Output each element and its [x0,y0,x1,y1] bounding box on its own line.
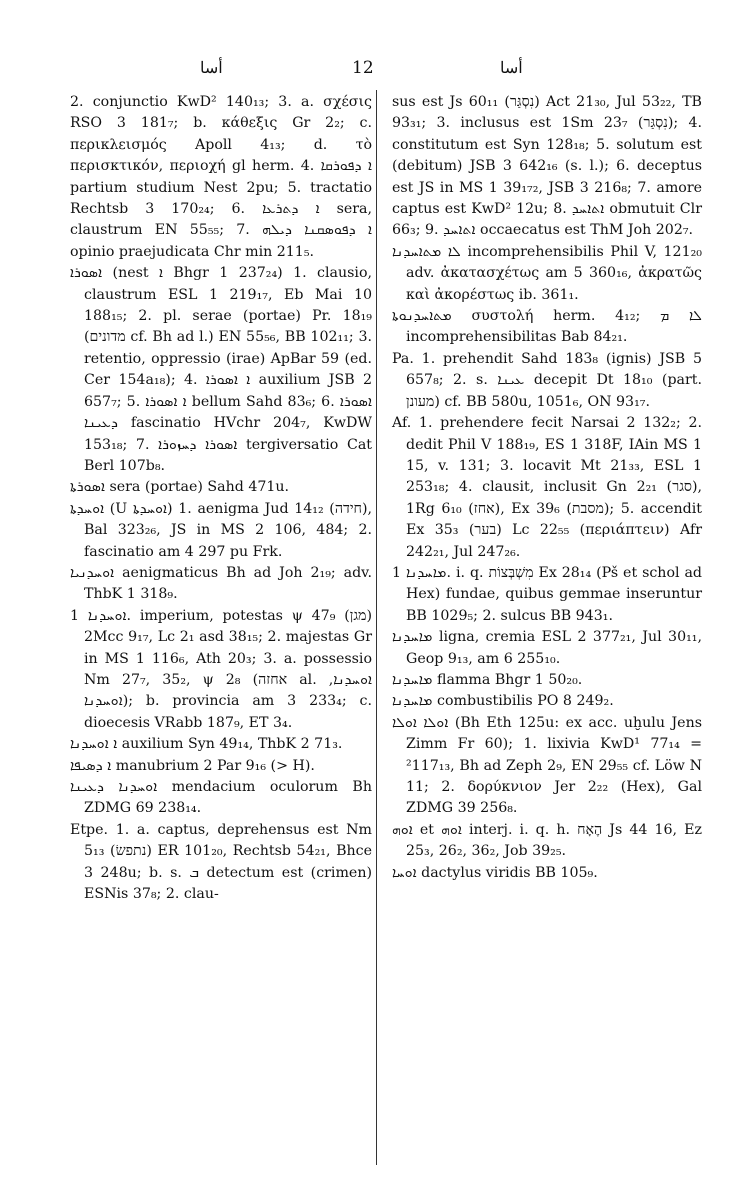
dictionary-entry: ܐܘܚܕܢܐ 1. imperium, potestas ψ 47₉ (מגן) 2Mcc 9₁₇, Lc 2₁ asd 38₁₅; 2. majestas Gr in MS 1 116₆, Ath 20₃; 3. a. possessio Nm 27₇, 35₂, ψ 2₈ (אחזה al. ܐܘܚܕܢܐ, ܐܘܚܕܢܐ); b. provincia am 3 233₄; c. dioecesis VRabb 187₉, ET 3₄. [70,607,372,731]
dictionary-entry: ܡܐܚܕܢܐ flamma Bhgr 1 50₂₀. [392,671,583,688]
dictionary-entry: ܠܐ ܡܬܐܚܕܢܐ incomprehensibilis Phil V, 121₂₀ adv. ἀκατασχέτως am 5 360₁₆, ἀκρατῶς καὶ ἀκορέστως ib. 361₁. [392,243,702,303]
dictionary-entry: 2. conjunctio KwD² 140₁₃; 3. a. σχέσις RSO 3 181₇; b. κάθεξις Gr 2₂; c. περικλεισμός Apoll 4₁₃; d. τὸ περισκτικόν, περιοχή gl herm. 4. ܐ ܕܦܘܪܩܐ partium studium Nest 2pu; 5. tractatio Rechtsb 3 170₂₄; 6. ܐ ܕܬܪܥܐ sera, claustrum EN 55₅₅; 7. ܐ ܕܦܘܣܩܢܐ ܕܝܠܗ opinio praejudicata Chr min 211₅. [70,94,373,260]
dictionary-entry: ܡܐܚܕܢܐ combustibilis PO 8 249₂. [392,693,614,710]
left-column [70,92,372,905]
dictionary-entry: ܐܘܚܕܢܝܐ aenigmaticus Bh ad Joh 2₁₉; adv. ThbK 1 318₉. [70,564,372,603]
dictionary-entry: Af. 1. prehendere fecit Narsai 2 132₂; 2. dedit Phil V 188₁₉, ES 1 318F, IAin MS 1 15, v. 131; 3. locavit Mt 21₃₃, ESL 1 253₁₈; 4. clausit, inclusit Gn 2₂₁ (סגר), 1Rg 6₁₀ (אחז), Ex 39₆ (מסבת); 5. accendit Ex 35₃ (בער) Lc 22₅₅ (περιάπτειν) Afr 242₂₁, Jul 247₂₆. [392,415,702,560]
dictionary-entry: ܡܬܐܚܕܢܘܬܐ συστολή herm. 4₁₂; ܠܐ ܡ incomprehensibilitas Bab 84₂₁. [392,308,702,346]
dictionary-entry: ܐܘܚܕܬܐ (U ܐܘܚܕܬܐ) 1. aenigma Jud 14₁₂ (חידה), Bal 323₂₆, JS in MS 2 106, 484; 2. fascinatio am 4 297 pu Frk. [70,500,372,560]
dictionary-entry: ܐ ܕܣܝܦܐ manubrium 2 Par 9₁₆ (> H). [70,757,315,774]
dictionary-entry: ܐܘܚܕܢܐ ܕܥܝܢܐ mendacium oculorum Bh ZDMG 69 238₁₄. [70,779,372,817]
running-head-left: أسا [200,58,223,77]
right-column [392,92,702,884]
dictionary-entry: ܐܣܘܪܐ (nest ܐ Bhgr 1 237₂₄) 1. clausio, claustrum ESL 1 219₁₇, Eb Mai 10 188₁₅; 2. pl. serae (portae) Pr. 18₁₉ (מדונים cf. Bh ad l.) EN 55₅₆, BB 102₁₁; 3. retentio, oppressio (irae) ApBar 59 (ed. Cer 154a₁₈); 4. ܐ ܐܣܘܪܐ auxilium JSB 2 657₇; 5. ܐ ܐܣܘܪܐ bellum Sahd 83₆; 6. ܐܣܘܪܐ ܕܥܝܢܐ fascinatio HVchr 204₇, KwDW 153₁₈; 7. ܐܣܘܪܐ ܕܚܙܘܪܐ tergiversatio Cat Berl 107b₈. [70,265,372,474]
dictionary-entry: Etpe. 1. a. captus, deprehensus est Nm 5₁₃ (נתפשׂ) ER 101₂₀, Rechtsb 54₂₁, Bhce 3 248u; b. s. ܒ detectum est (crimen) ESNis 37₈; 2. clau- [70,821,373,903]
dictionary-entry: ܐ ܐܘܚܕܢܐ auxilium Syn 49₁₄, ThbK 2 71₃. [70,736,343,753]
dictionary-entry: ܐܣܘܪܬܐ sera (portae) Sahd 471u. [70,479,290,496]
dictionary-entry: ܡܐܚܕܢܐ ligna, cremia ESL 2 377₂₁, Jul 30₁₁, Geop 9₁₃, am 6 255₁₀. [392,629,702,667]
dictionary-entry: sus est Js 60₁₁ (נִסְגַּר) Act 21₃₀, Jul 53₂₂, TB 93₃₁; 3. inclusus est 1Sm 23₇ (נִסְגַּר); 4. constitutum est Syn 128₁₈; 5. solutum est (debitum) JSB 3 642₁₆ (s. l.); 6. deceptus est JS in MS 1 39₁₇₂, JSB 3 216₈; 7. amore captus est KwD² 12u; 8. ܐܬܐܚܕ obmutuit Clr 66₃; 9. ܐܬܐܚܕ occaecatus est ThM Joh 202₇. [392,94,703,239]
dictionary-entry: ܐܘܚܐ dactylus viridis BB 105₉. [392,864,598,881]
dictionary-entry: ܐܘܠܐ ܐܘܠܐ (Bh Eth 125u: ex acc. uḫulu Jens Zimm Fr 60); 1. lixivia KwD¹ 77₁₄ = ²117₁₃, Bh ad Zeph 2₉, EN 29₅₅ cf. Löw N 11; 2. δορύκνιον Jer 2₂₂ (Hex), Gal ZDMG 39 256₈. [392,714,702,817]
dictionary-entry: ܡܐܚܕܢܐ 1. i. q. מִשְׁבְּצוֹת Ex 28₁₄ (Pš et schol ad Hex) fundae, quibus gemmae inseruntur BB 1029₅; 2. sulcus BB 943₁. [392,564,703,624]
running-head-right: أسا [500,58,523,77]
page-number: 12 [352,58,374,78]
column-divider [376,90,377,1165]
dictionary-entry: ܐܘܗ et ܐܘܗ interj. i. q. h. הֶאָח Js 44 16, Ez 25₃, 26₂, 36₂, Job 39₂₅. [392,821,702,860]
dictionary-entry: Pa. 1. prehendit Sahd 183₈ (ignis) JSB 5 657₈; 2. s. ܥܝܢܐ decepit Dt 18₁₀ (part. מעונן) cf. BB 580u, 1051₆, ON 93₁₇. [392,350,702,410]
page-header [0,58,750,82]
